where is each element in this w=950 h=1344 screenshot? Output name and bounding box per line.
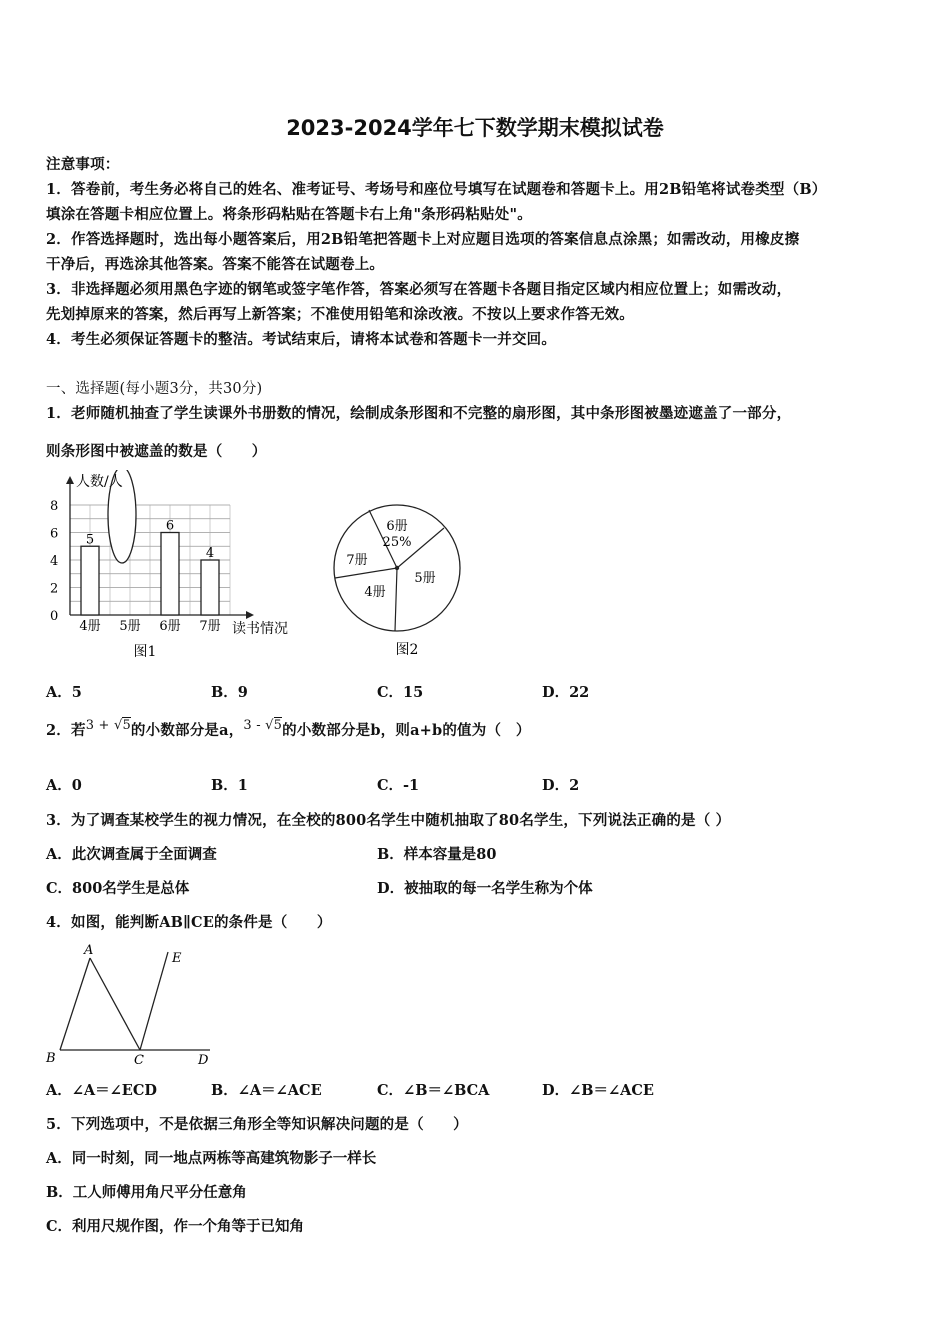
q3-option-b[interactable]: B．样本容量是80 [377, 846, 497, 863]
line-ce [140, 952, 168, 1050]
pie-center [395, 566, 399, 570]
bar-value-label: 4 [205, 546, 215, 561]
notice-line: 3．非选择题必须用黑色字迹的钢笔或签字笔作答，答案必须写在答题卡各题目指定区域内相应位置上；如需改动， [46, 281, 792, 298]
x-tick-label: 4册 [79, 619, 101, 634]
point-e-label: E [172, 951, 182, 966]
point-b-label: B [46, 1051, 56, 1066]
question-5-text: 5．下列选项中，不是依据三角形全等知识解决问题的是（ ） [46, 1116, 468, 1133]
q1-option-a[interactable]: A．5 [46, 684, 82, 701]
y-tick-label: 4 [50, 554, 59, 569]
bar [161, 533, 179, 616]
math-text: 3 + [85, 718, 110, 733]
q4-option-b[interactable]: B．∠A＝∠ACE [211, 1082, 322, 1099]
question-1-text: 则条形图中被遮盖的数是（ ） [46, 443, 267, 460]
pie-label-4ce: 4册 [364, 585, 386, 600]
math-text: 3 - [243, 718, 261, 733]
x-tick-label: 5册 [119, 619, 141, 634]
q1-option-c[interactable]: C．15 [377, 684, 424, 701]
line-ac [90, 958, 140, 1050]
q4-option-a[interactable]: A．∠A＝∠ECD [46, 1082, 157, 1099]
q3-option-c[interactable]: C．800名学生是总体 [46, 880, 190, 897]
pie-chart [325, 500, 470, 660]
bar-chart [40, 470, 310, 665]
notice-line: 1．答卷前，考生务必将自己的姓名、准考证号、考场号和座位号填写在试题卷和答题卡上。用2B铅笔将试卷类型（B） [46, 181, 827, 198]
q1-option-d[interactable]: D．22 [542, 684, 590, 701]
bar-value-label: 6 [165, 518, 175, 534]
x-tick-label: 6册 [159, 619, 181, 634]
q2-part: 的小数部分是b，则a+b的值为（ ） [282, 722, 531, 739]
notice-line: 填涂在答题卡相应位置上。将条形码粘贴在答题卡右上角"条形码粘贴处"。 [46, 206, 532, 223]
math-radicand: 5 [273, 718, 283, 733]
q5-option-b[interactable]: B．工人师傅用角尺平分任意角 [46, 1184, 247, 1201]
pie-sector-line [335, 568, 397, 578]
notice-line: 4．考生必须保证答题卡的整洁。考试结束后，请将本试卷和答题卡一并交回。 [46, 331, 557, 348]
bar [81, 546, 99, 615]
q2-option-c[interactable]: C．-1 [377, 777, 420, 794]
q5-option-a[interactable]: A．同一时刻，同一地点两栋等高建筑物影子一样长 [46, 1150, 377, 1167]
question-2-text [46, 718, 531, 740]
bar-value-label: 5 [85, 532, 95, 548]
notice-line: 干净后，再选涂其他答案。答案不能答在试题卷上。 [46, 256, 385, 273]
line-ab [60, 958, 90, 1050]
q5-option-c[interactable]: C．利用尺规作图，作一个角等于已知角 [46, 1218, 305, 1235]
y-tick-label: 6 [50, 526, 59, 542]
notice-heading: 注意事项： [46, 156, 120, 173]
math-expression: 3 + √5 [85, 718, 131, 733]
q3-option-d[interactable]: D．被抽取的每一名学生称为个体 [377, 880, 593, 897]
pie-label-5ce: 5册 [414, 571, 436, 586]
y-axis-arrow [66, 476, 74, 484]
question-4-text: 4．如图，能判断AB∥CE的条件是（ ） [46, 914, 332, 931]
q3-option-a[interactable]: A．此次调查属于全面调查 [46, 846, 217, 863]
pie-label-6ce: 6册 [386, 519, 408, 534]
q2-option-d[interactable]: D．2 [542, 777, 580, 794]
question-1-text: 1．老师随机抽查了学生读课外书册数的情况，绘制成条形图和不完整的扇形图，其中条形图被墨迹遮盖了一部分， [46, 405, 792, 422]
notice-line: 先划掉原来的答案，然后再写上新答案；不准使用铅笔和涂改液。不按以上要求作答无效。 [46, 306, 634, 323]
math-radicand: 5 [122, 718, 131, 733]
figure-2-caption: 图2 [395, 642, 419, 658]
q2-option-a[interactable]: A．0 [46, 777, 82, 794]
point-a-label: A [84, 943, 94, 958]
question-3-text: 3．为了调查某校学生的视力情况，在全校的800名学生中随机抽取了80名学生，下列说法正确的是（ ） [46, 812, 731, 829]
y-tick-label: 8 [50, 499, 59, 514]
q4-option-c[interactable]: C．∠B＝∠BCA [377, 1082, 490, 1099]
figure-1-caption: 图1 [133, 644, 157, 660]
point-d-label: D [198, 1053, 209, 1068]
q4-option-d[interactable]: D．∠B＝∠ACE [542, 1082, 654, 1099]
q2-part: 2．若 [46, 722, 86, 739]
x-tick-label: 7册 [199, 619, 221, 634]
x-axis-arrow [246, 611, 254, 619]
bar-chart-plot [50, 470, 288, 660]
pie-label-percent: 25% [382, 535, 412, 550]
section-heading: 一、选择题(每小题3分，共30分) [46, 381, 263, 397]
q2-part: 的小数部分是a， [130, 722, 244, 739]
math-expression: 3 - √5 [243, 718, 283, 733]
page-title: 2023-2024学年七下数学期末模拟试卷 [286, 116, 664, 140]
y-axis-title: 人数/人 [76, 474, 123, 490]
pie-label-7ce: 7册 [346, 553, 368, 568]
point-c-label: C [134, 1053, 144, 1068]
y-tick-label: 0 [50, 609, 59, 624]
notice-line: 2．作答选择题时，选出每小题答案后，用2B铅笔把答题卡上对应题目选项的答案信息点涂黑；如需改动，用橡皮擦 [46, 231, 800, 248]
bar [201, 560, 219, 615]
y-tick-label: 2 [50, 581, 59, 597]
geometry-figure [40, 940, 220, 1070]
pie-sector-line [395, 568, 397, 631]
x-axis-title: 读书情况 [232, 621, 288, 637]
q1-option-b[interactable]: B．9 [211, 684, 248, 701]
q2-option-b[interactable]: B．1 [211, 777, 248, 794]
